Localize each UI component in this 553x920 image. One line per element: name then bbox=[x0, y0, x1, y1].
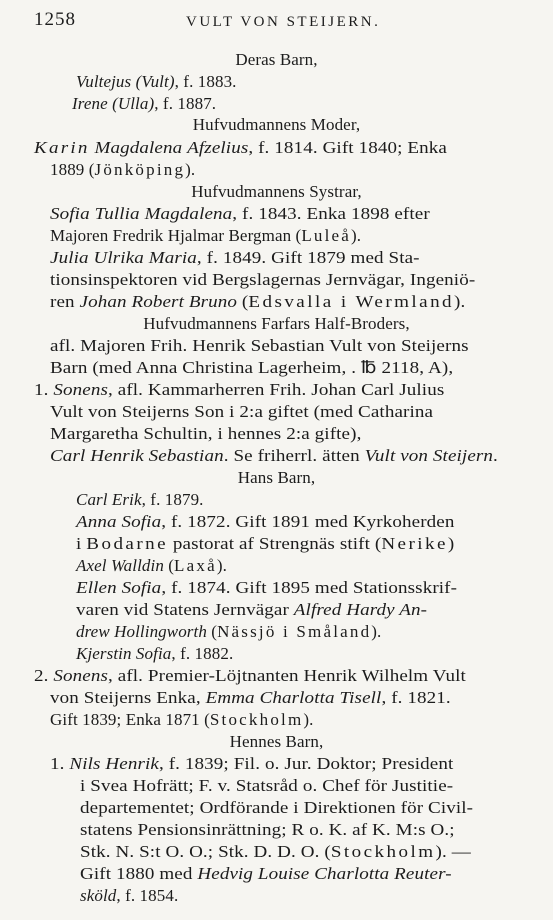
text-run: , f. 1839; Fil. o. Jur. Doktor; President bbox=[158, 754, 454, 773]
text-run: Hedvig Louise Charlotta Reuter- bbox=[197, 864, 452, 883]
text-run: , f. 1883. bbox=[174, 72, 237, 91]
text-run: 1. bbox=[34, 380, 54, 399]
text-line bbox=[76, 490, 204, 510]
text-run: Carl Henrik Sebastian bbox=[50, 446, 224, 465]
text-line bbox=[76, 600, 427, 620]
text-run: Sofia Tullia Magdalena bbox=[50, 204, 233, 223]
text-run: Nässjö i Småland bbox=[217, 622, 372, 641]
text-line bbox=[50, 358, 453, 378]
page-number: 1258 bbox=[34, 9, 76, 30]
text-run: . Se friherrl. ätten bbox=[223, 446, 365, 465]
text-run: Gift 1880 med bbox=[80, 864, 198, 883]
running-title: VULT VON STEIJERN. bbox=[186, 14, 381, 30]
text-line bbox=[0, 182, 553, 202]
text-run: Edsvalla i Wermland bbox=[248, 292, 455, 311]
text-line bbox=[50, 710, 314, 730]
text-line bbox=[76, 556, 227, 576]
text-run: Deras Barn, bbox=[235, 50, 318, 69]
text-run: Johan Robert Bruno bbox=[79, 292, 238, 311]
text-line bbox=[0, 468, 553, 488]
text-run: , afl. Kammarherren Frih. Johan Carl Julius bbox=[108, 380, 445, 399]
text-run: tionsinspektoren vid Bergslagernas Jernvägar, Ingeniö- bbox=[50, 270, 476, 289]
text-run: afl. Majoren Frih. Henrik Sebastian Vult von Steijerns bbox=[50, 336, 469, 355]
text-run: Alfred Hardy An- bbox=[293, 600, 428, 619]
text-run: pastorat af Strengnäs stift ( bbox=[168, 534, 382, 553]
text-line bbox=[50, 270, 475, 290]
text-run: Barn (med Anna Christina Lagerheim, . ℔ 2118, A), bbox=[50, 358, 454, 377]
text-line bbox=[50, 204, 430, 224]
text-line bbox=[80, 820, 455, 840]
text-line bbox=[50, 688, 451, 708]
text-line bbox=[50, 248, 420, 268]
text-run: , f. 1814. Gift 1840; Enka bbox=[248, 138, 447, 157]
text-line bbox=[50, 754, 453, 774]
text-run: 2. bbox=[34, 666, 54, 685]
text-run: sköld bbox=[80, 886, 117, 905]
text-run: , f. 1821. bbox=[381, 688, 451, 707]
text-line bbox=[72, 94, 216, 114]
text-run: . bbox=[493, 446, 498, 465]
text-run: , f. 1887. bbox=[154, 94, 217, 113]
text-run: Hufvudmannens Moder, bbox=[192, 115, 361, 134]
text-run: Magdalena bbox=[94, 138, 183, 157]
text-run: Kjerstin Sofia bbox=[76, 644, 172, 663]
text-line bbox=[0, 50, 553, 70]
text-run: Majoren Fredrik Hjalmar Bergman ( bbox=[50, 226, 302, 245]
text-line bbox=[80, 776, 453, 796]
text-line bbox=[50, 292, 465, 312]
text-run: ) bbox=[447, 534, 455, 553]
text-run: Anna Sofia bbox=[76, 512, 162, 531]
text-line bbox=[50, 160, 195, 180]
text-line bbox=[0, 115, 553, 135]
text-line bbox=[0, 314, 553, 334]
text-run: Vult von Steijern bbox=[364, 446, 494, 465]
text-run: departementet; Ordförande i Direktionen för Civil- bbox=[80, 798, 474, 817]
text-run: 1889 ( bbox=[50, 160, 95, 179]
text-line bbox=[76, 512, 455, 532]
text-line bbox=[34, 138, 447, 158]
text-run: Stockholm bbox=[209, 710, 304, 729]
text-run: i bbox=[76, 534, 87, 553]
text-line bbox=[50, 226, 361, 246]
text-line bbox=[50, 402, 433, 422]
text-run: Hufvudmannens Systrar, bbox=[191, 182, 362, 201]
text-line bbox=[50, 446, 498, 466]
text-run: , afl. Premier-Löjtnanten Henrik Wilhelm Vult bbox=[108, 666, 466, 685]
text-run: Stk. N. S:t O. O.; Stk. D. D. O. ( bbox=[80, 842, 331, 861]
text-run: ( bbox=[206, 622, 218, 641]
text-run: Sonens bbox=[53, 380, 109, 399]
text-line bbox=[80, 886, 178, 906]
text-run: ). bbox=[216, 556, 227, 575]
text-run: ). bbox=[371, 622, 382, 641]
text-run: Laxå bbox=[174, 556, 217, 575]
text-line bbox=[34, 380, 444, 400]
text-line bbox=[80, 864, 452, 884]
text-run: Julia Ulrika Maria bbox=[50, 248, 197, 267]
text-run: ( bbox=[237, 292, 249, 311]
text-run: Luleå bbox=[301, 226, 352, 245]
text-run: ren bbox=[50, 292, 80, 311]
text-run: ). bbox=[454, 292, 466, 311]
text-line bbox=[0, 732, 553, 752]
text-run: Ellen Sofia bbox=[76, 578, 162, 597]
text-run: Karin bbox=[34, 138, 90, 157]
text-run: ( bbox=[163, 556, 175, 575]
text-run: , f. 1843. Enka 1898 efter bbox=[232, 204, 430, 223]
text-line bbox=[76, 578, 457, 598]
text-line bbox=[50, 336, 469, 356]
text-line bbox=[76, 534, 454, 554]
text-run: Nils Henrik bbox=[69, 754, 159, 773]
text-run: varen vid Statens Jernvägar bbox=[76, 600, 294, 619]
text-run: Carl Erik bbox=[76, 490, 142, 509]
text-run: Vultejus (Vult) bbox=[76, 72, 175, 91]
text-line bbox=[76, 644, 233, 664]
text-run: i Svea Hofrätt; F. v. Statsråd o. Chef för Justitie- bbox=[80, 776, 454, 795]
text-run: , f. 1872. Gift 1891 med Kyrkoherden bbox=[161, 512, 455, 531]
text-line bbox=[80, 842, 471, 862]
text-line bbox=[50, 424, 361, 444]
text-run: Gift 1839; Enka 1871 ( bbox=[50, 710, 210, 729]
text-line bbox=[80, 798, 473, 818]
text-run: , f. 1882. bbox=[171, 644, 234, 663]
text-run: Margaretha Schultin, i hennes 2:a gifte), bbox=[50, 424, 362, 443]
text-run: drew Hollingworth bbox=[76, 622, 207, 641]
text-run: statens Pensionsinrättning; R o. K. af K. M:s O.; bbox=[80, 820, 455, 839]
text-run: Sonens bbox=[53, 666, 109, 685]
text-run: Axel Walldin bbox=[76, 556, 164, 575]
text-run: , f. 1854. bbox=[116, 886, 179, 905]
text-run: , f. 1879. bbox=[141, 490, 204, 509]
text-run: , f. 1874. Gift 1895 med Stationsskrif- bbox=[161, 578, 458, 597]
text-line bbox=[76, 72, 237, 92]
text-run: Irene (Ulla) bbox=[72, 94, 155, 113]
text-run: Vult von Steijerns Son i 2:a giftet (med Catharina bbox=[50, 402, 434, 421]
text-run: Nerike bbox=[381, 534, 448, 553]
text-run: Bodarne bbox=[86, 534, 169, 553]
text-run: von Steijerns Enka, bbox=[50, 688, 206, 707]
text-line bbox=[76, 622, 381, 642]
text-run: ). — bbox=[435, 842, 471, 861]
text-run: Stockholm bbox=[330, 842, 436, 861]
text-run: ). bbox=[185, 160, 196, 179]
text-run: , f. 1849. Gift 1879 med Sta- bbox=[196, 248, 420, 267]
text-run: 1. bbox=[50, 754, 70, 773]
text-run: Hufvudmannens Farfars Half-Broders, bbox=[143, 314, 410, 333]
text-run: Jönköping bbox=[94, 160, 186, 179]
text-run: Hans Barn, bbox=[237, 468, 316, 487]
text-line bbox=[34, 666, 466, 686]
text-run: Emma Charlotta Tisell bbox=[205, 688, 382, 707]
text-run: Hennes Barn, bbox=[229, 732, 324, 751]
text-run: ). bbox=[303, 710, 314, 729]
text-run: Afzelius bbox=[187, 138, 249, 157]
text-run: ). bbox=[351, 226, 362, 245]
